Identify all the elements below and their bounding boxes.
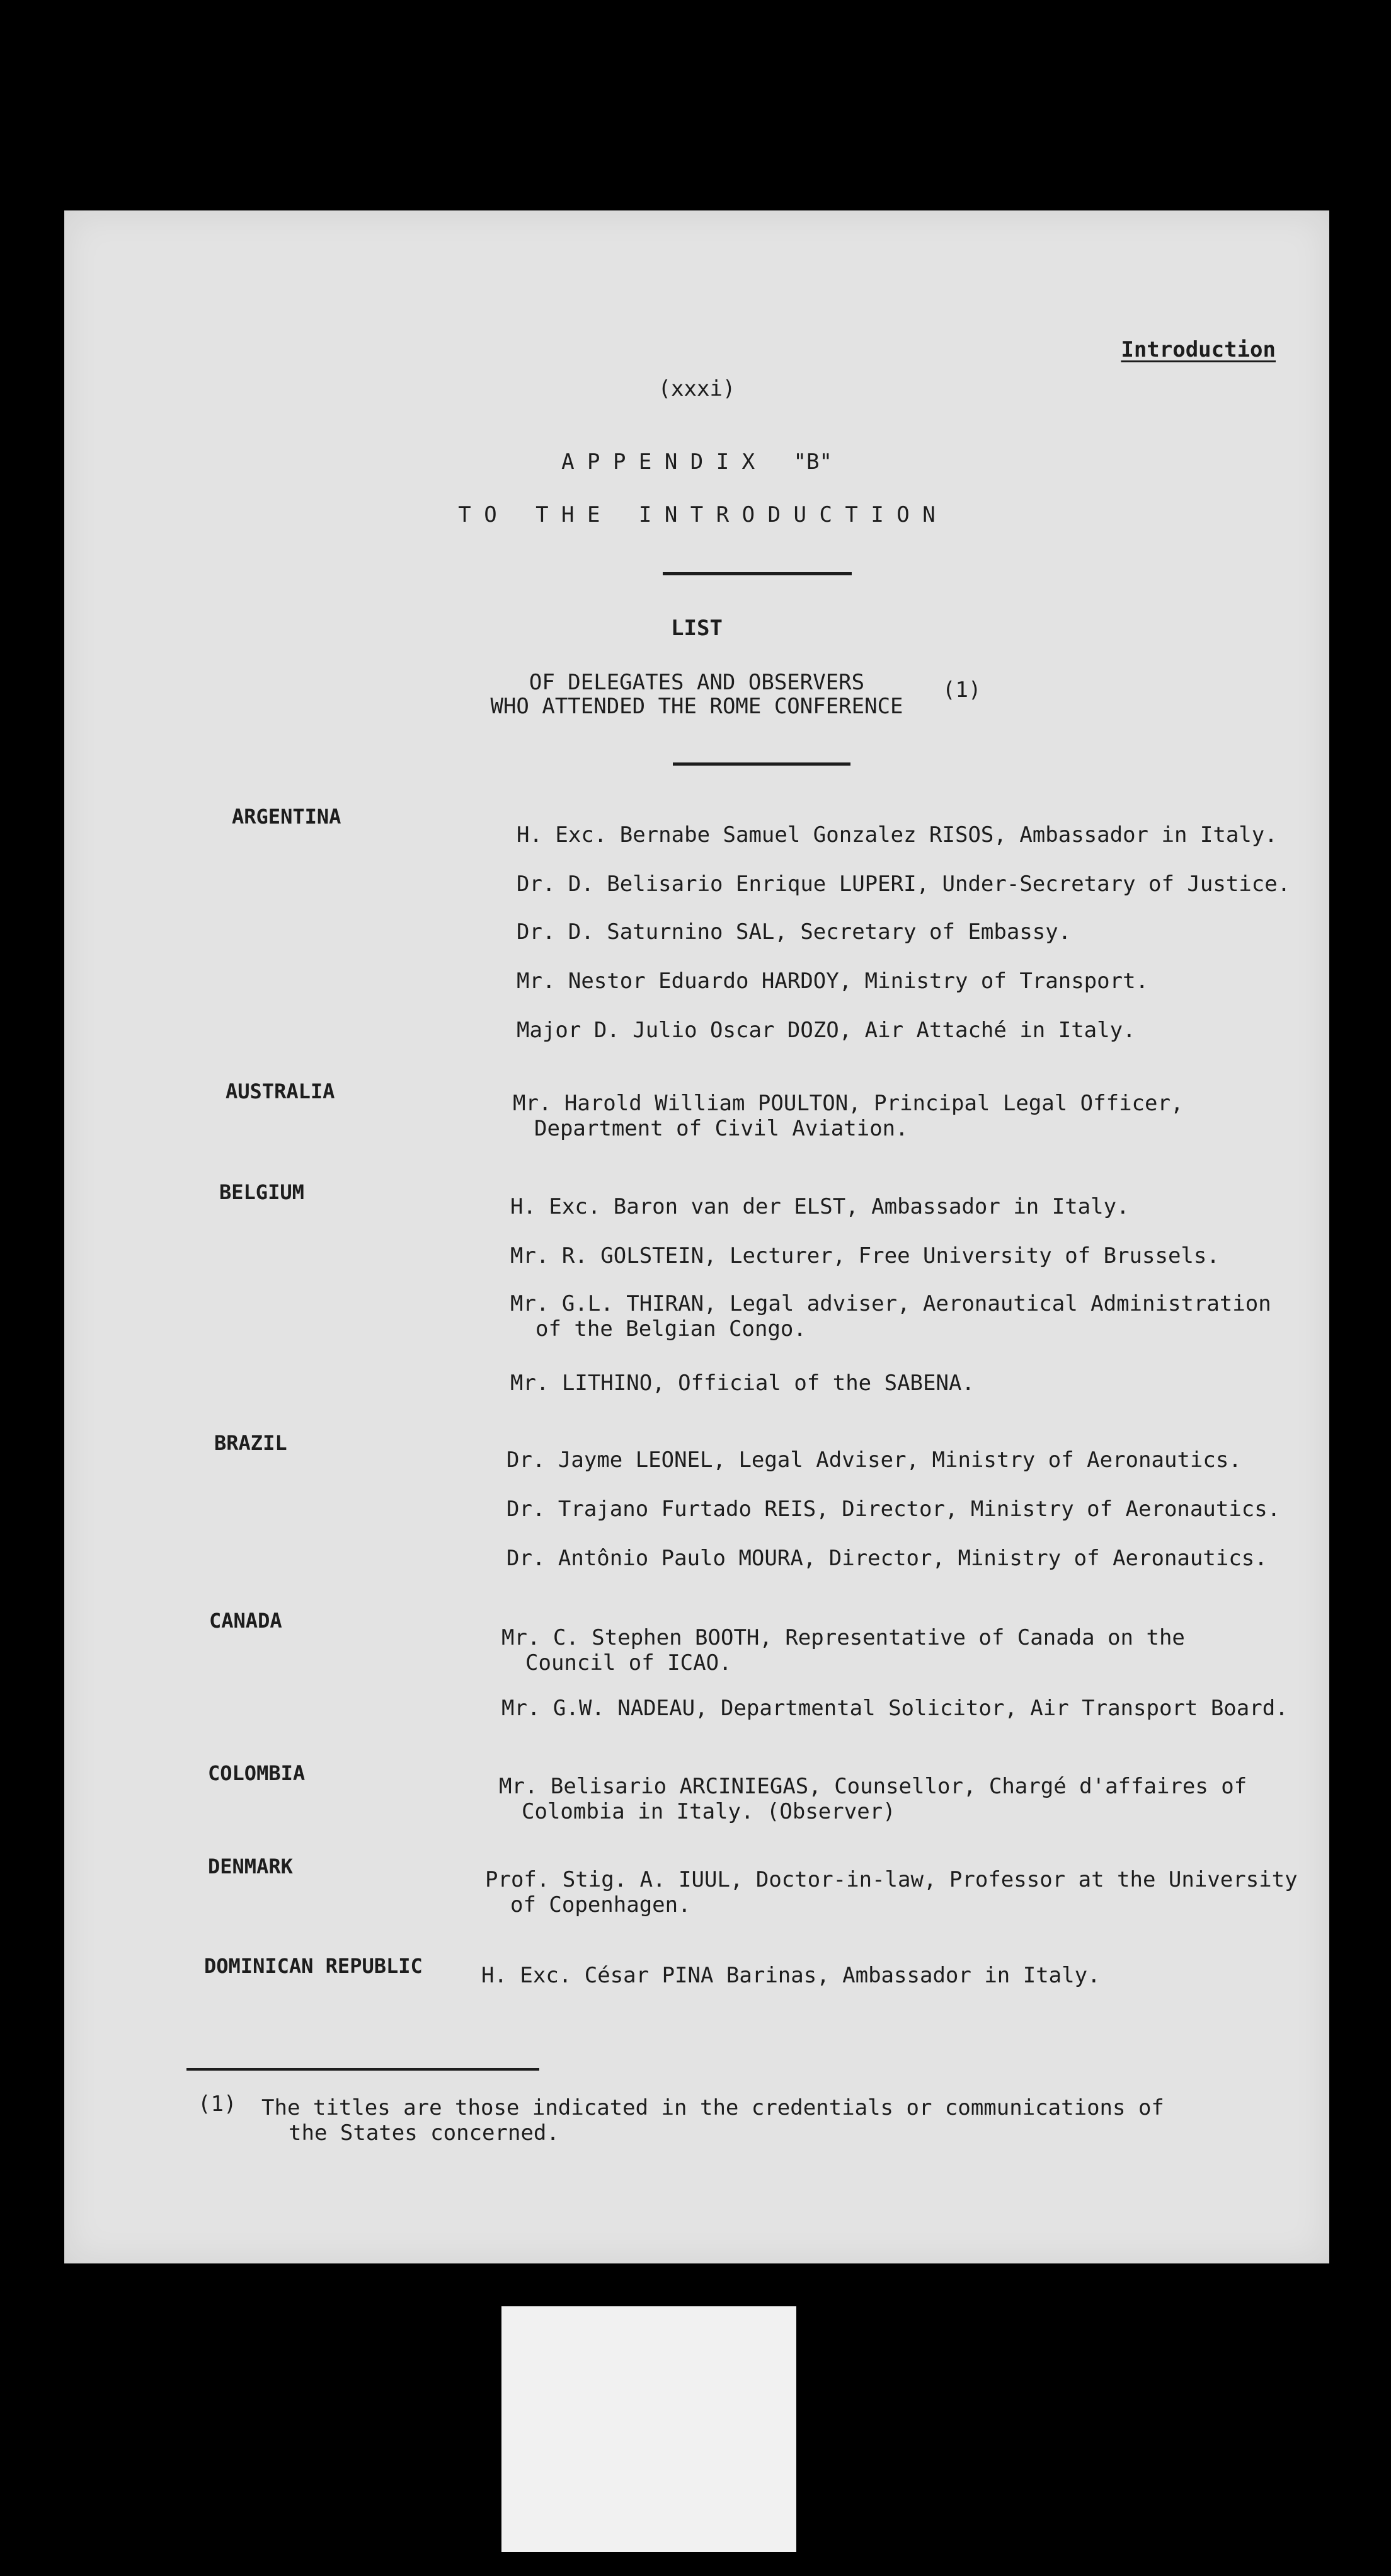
delegate-entry: Prof. Stig. A. IUUL, Doctor-in-law, Professor at the University: [485, 1867, 1298, 1892]
delegate-entry: Mr. LITHINO, Official of the SABENA.: [510, 1371, 975, 1396]
footnote-reference: (1): [942, 677, 982, 703]
delegate-entry: Dr. Trajano Furtado REIS, Director, Ministry of Aeronautics.: [507, 1497, 1281, 1522]
delegate-entry: of the Belgian Congo.: [535, 1316, 806, 1342]
list-heading-line1: OF DELEGATES AND OBSERVERS: [529, 670, 865, 695]
delegate-entry: Mr. C. Stephen BOOTH, Representative of Canada on the: [501, 1625, 1185, 1650]
footnote-rule: [186, 2068, 539, 2071]
delegate-entry: Mr. Belisario ARCINIEGAS, Counsellor, Chargé d'affaires of: [499, 1774, 1247, 1799]
country-name: AUSTRALIA: [226, 1079, 335, 1103]
footnote-line2: the States concerned.: [289, 2120, 559, 2146]
country-name: BRAZIL: [214, 1431, 287, 1455]
delegate-entry: Major D. Julio Oscar DOZO, Air Attaché in Italy.: [517, 1018, 1136, 1043]
blank-card: [501, 2306, 796, 2552]
delegate-entry: H. Exc. César PINA Barinas, Ambassador in Italy.: [481, 1963, 1101, 1988]
delegate-entry: Mr. G.L. THIRAN, Legal adviser, Aeronautical Administration: [510, 1291, 1271, 1316]
list-title: LIST: [671, 616, 723, 641]
footnote-marker: (1): [198, 2091, 237, 2117]
delegate-entry: Mr. Nestor Eduardo HARDOY, Ministry of Transport.: [517, 969, 1149, 994]
country-name: ARGENTINA: [232, 805, 341, 829]
appendix-title: A P P E N D I X "B": [561, 449, 832, 474]
delegate-entry: Colombia in Italy. (Observer): [522, 1799, 896, 1824]
delegate-entry: Dr. D. Saturnino SAL, Secretary of Embassy.: [517, 919, 1072, 945]
delegate-entry: Dr. Antônio Paulo MOURA, Director, Ministry of Aeronautics.: [507, 1546, 1268, 1571]
delegate-entry: Mr. Harold William POULTON, Principal Legal Officer,: [513, 1091, 1184, 1116]
delegate-entry: Council of ICAO.: [525, 1650, 732, 1676]
list-heading-line2: WHO ATTENDED THE ROME CONFERENCE: [490, 694, 903, 719]
country-name: COLOMBIA: [208, 1761, 306, 1785]
delegate-entry: Mr. R. GOLSTEIN, Lecturer, Free University of Brussels.: [510, 1243, 1220, 1268]
page-number: (xxxi): [658, 376, 736, 401]
delegate-entry: Dr. D. Belisario Enrique LUPERI, Under-Secretary of Justice.: [517, 871, 1291, 897]
delegate-entry: Department of Civil Aviation.: [534, 1116, 908, 1141]
delegate-entry: Mr. G.W. NADEAU, Departmental Solicitor, Air Transport Board.: [501, 1696, 1288, 1721]
section-label: Introduction: [1121, 337, 1276, 362]
delegate-entry: of Copenhagen.: [510, 1892, 691, 1918]
appendix-subtitle: T O T H E I N T R O D U C T I O N: [458, 502, 936, 527]
country-name: BELGIUM: [219, 1180, 304, 1204]
delegate-entry: Dr. Jayme LEONEL, Legal Adviser, Ministry of Aeronautics.: [507, 1447, 1242, 1473]
footnote-line1: The titles are those indicated in the credentials or communications of: [261, 2095, 1164, 2120]
divider-top: [663, 572, 852, 575]
country-name: CANADA: [209, 1609, 282, 1633]
delegate-entry: H. Exc. Baron van der ELST, Ambassador in Italy.: [510, 1194, 1130, 1219]
country-name: DOMINICAN REPUBLIC: [204, 1954, 423, 1978]
delegate-entry: H. Exc. Bernabe Samuel Gonzalez RISOS, Ambassador in Italy.: [517, 822, 1278, 848]
divider-bottom: [673, 762, 850, 766]
document-page: [64, 210, 1329, 2263]
country-name: DENMARK: [208, 1854, 293, 1878]
